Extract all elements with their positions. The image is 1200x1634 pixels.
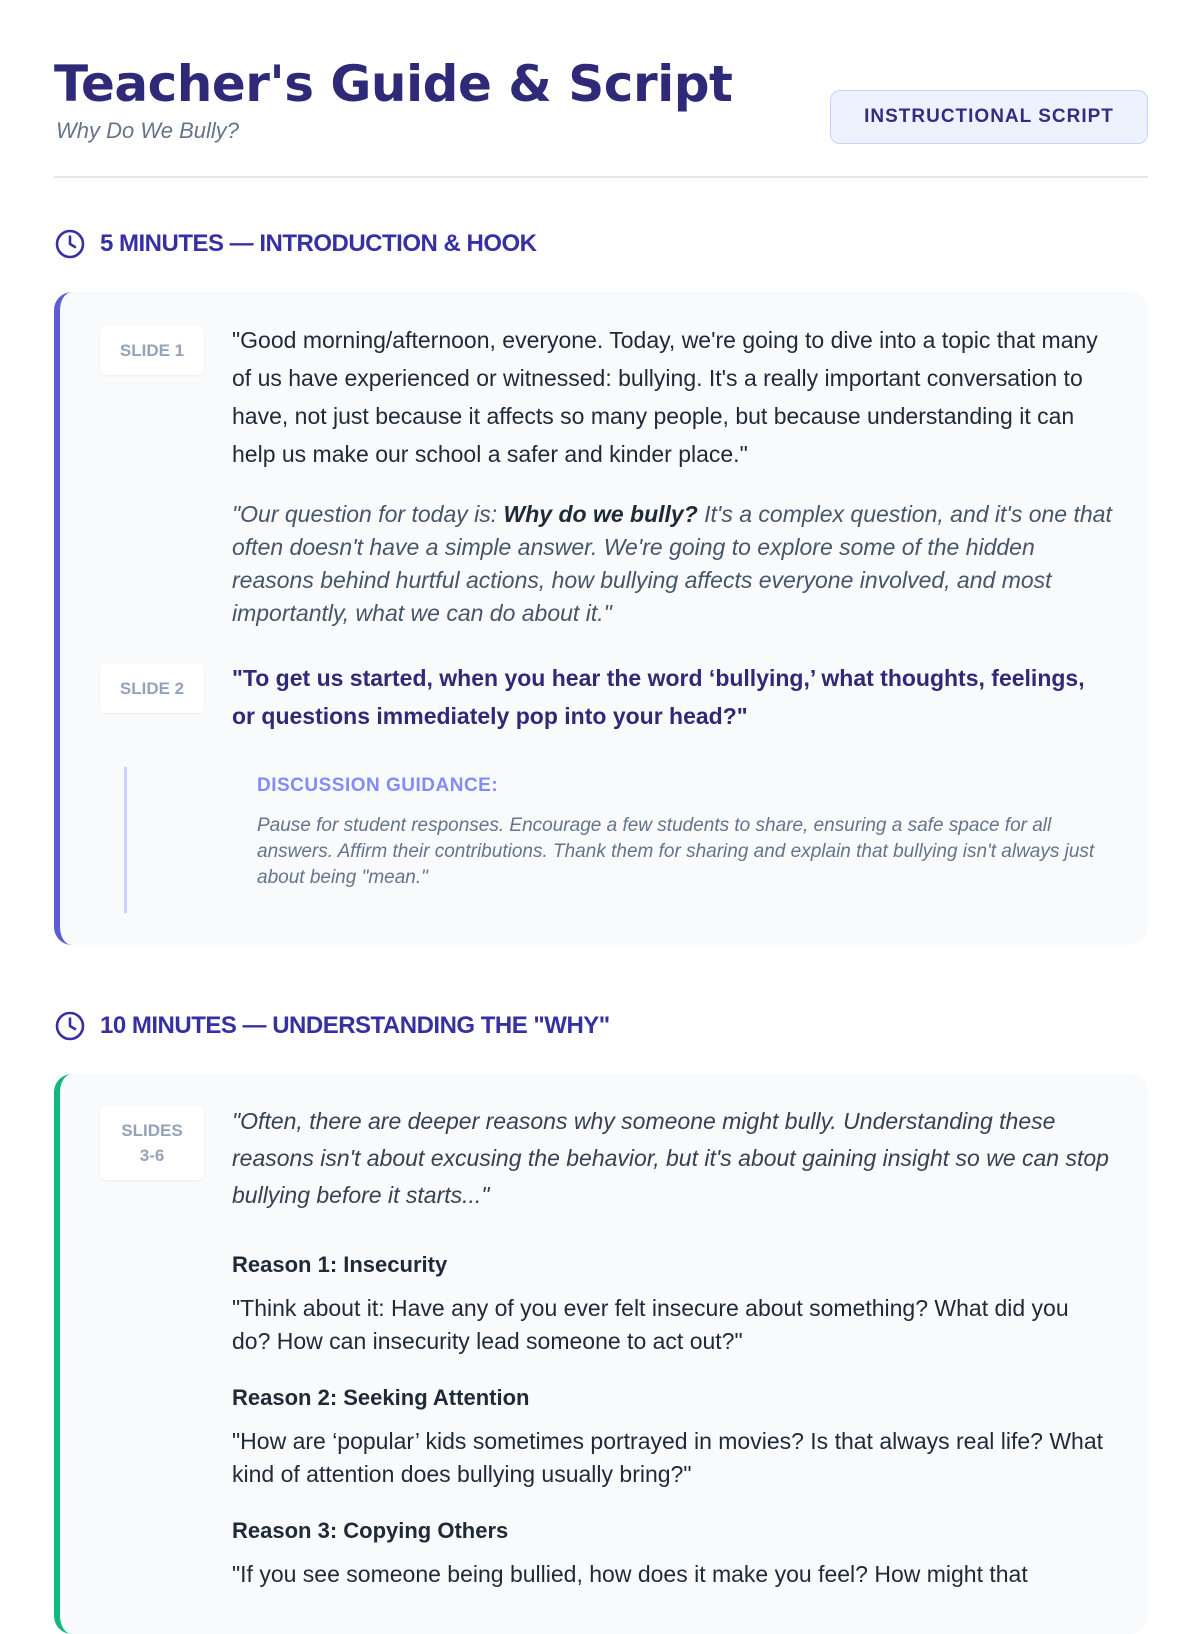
slide-tag: SLIDE 2 xyxy=(100,664,204,713)
discussion-question: "To get us started, when you hear the word ‘bullying,’ what thoughts, feelings, or questions immediately pop into your head?" xyxy=(232,665,1085,729)
script-block-slides-3-6 xyxy=(232,1103,1112,1591)
section-heading-text: 5 MINUTES — INTRODUCTION & HOOK xyxy=(100,230,537,257)
script-card-introduction xyxy=(54,292,1148,945)
reason-text: "If you see someone being bullied, how does it make you feel? How might that xyxy=(232,1561,1028,1587)
section-heading-text: 10 MINUTES — UNDERSTANDING THE "WHY" xyxy=(100,1012,610,1039)
reason-title: Reason 2: Seeking Attention xyxy=(232,1385,530,1410)
guidance-text: Pause for student responses. Encourage a few students to share, ensuring a safe space for all answers. Affirm their contributions. Thank them for sharing and explain that bullying isn't always just about being "mean." xyxy=(257,815,1095,888)
script-paragraph-italic: "Often, there are deeper reasons why someone might bully. Understanding these reasons isn't about excusing the behavior, but it's about gaining insight so we can stop bullying before it starts..." xyxy=(232,1108,1109,1208)
section-heading-understanding xyxy=(54,1010,610,1042)
instructional-script-badge: INSTRUCTIONAL SCRIPT xyxy=(830,90,1148,144)
section-heading-introduction xyxy=(54,228,537,260)
script-block-slide-1 xyxy=(232,321,1112,630)
script-paragraph-italic xyxy=(232,498,1112,630)
script-card-understanding xyxy=(54,1074,1148,1634)
slide-tag-line: 3-6 xyxy=(139,1146,165,1165)
reason-text: "How are ‘popular’ kids sometimes portrayed in movies? Is that always real life? What kind of attention does bullying usually bring?" xyxy=(232,1428,1104,1487)
guidance-label: DISCUSSION GUIDANCE: xyxy=(257,775,499,796)
script-paragraph: "Good morning/afternoon, everyone. Today, we're going to dive into a topic that many of us have experienced or witnessed: bullying. It's a really important conversation to have, not just because it affects so many people, but because understanding it can help us make our school a safer and kinder place." xyxy=(232,327,1098,467)
text-run: It's a complex question, and it's one that often doesn't have a simple answer. We're going to explore some of the hidden reasons behind hurtful actions, how bullying affects everyone involved, and most importantly, what we can do about it." xyxy=(232,501,1112,626)
reason-title: Reason 1: Insecurity xyxy=(232,1252,448,1277)
slide-tag xyxy=(100,1106,204,1180)
key-question: Why do we bully? xyxy=(503,501,698,527)
slide-tag-line: SLIDES xyxy=(121,1121,183,1140)
clock-icon xyxy=(54,228,86,260)
page-header xyxy=(54,48,1148,178)
reason-title: Reason 3: Copying Others xyxy=(232,1518,509,1543)
clock-icon xyxy=(54,1010,86,1042)
discussion-guidance xyxy=(124,767,1112,913)
reason-text: "Think about it: Have any of you ever felt insecure about something? What did you do? How can insecurity lead someone to act out?" xyxy=(232,1295,1069,1354)
page-title: Teacher's Guide & Script xyxy=(54,55,733,113)
page-subtitle: Why Do We Bully? xyxy=(56,118,239,143)
slide-tag: SLIDE 1 xyxy=(100,326,204,375)
text-run: "Our question for today is: xyxy=(232,501,504,527)
script-block-slide-2 xyxy=(232,659,1112,735)
